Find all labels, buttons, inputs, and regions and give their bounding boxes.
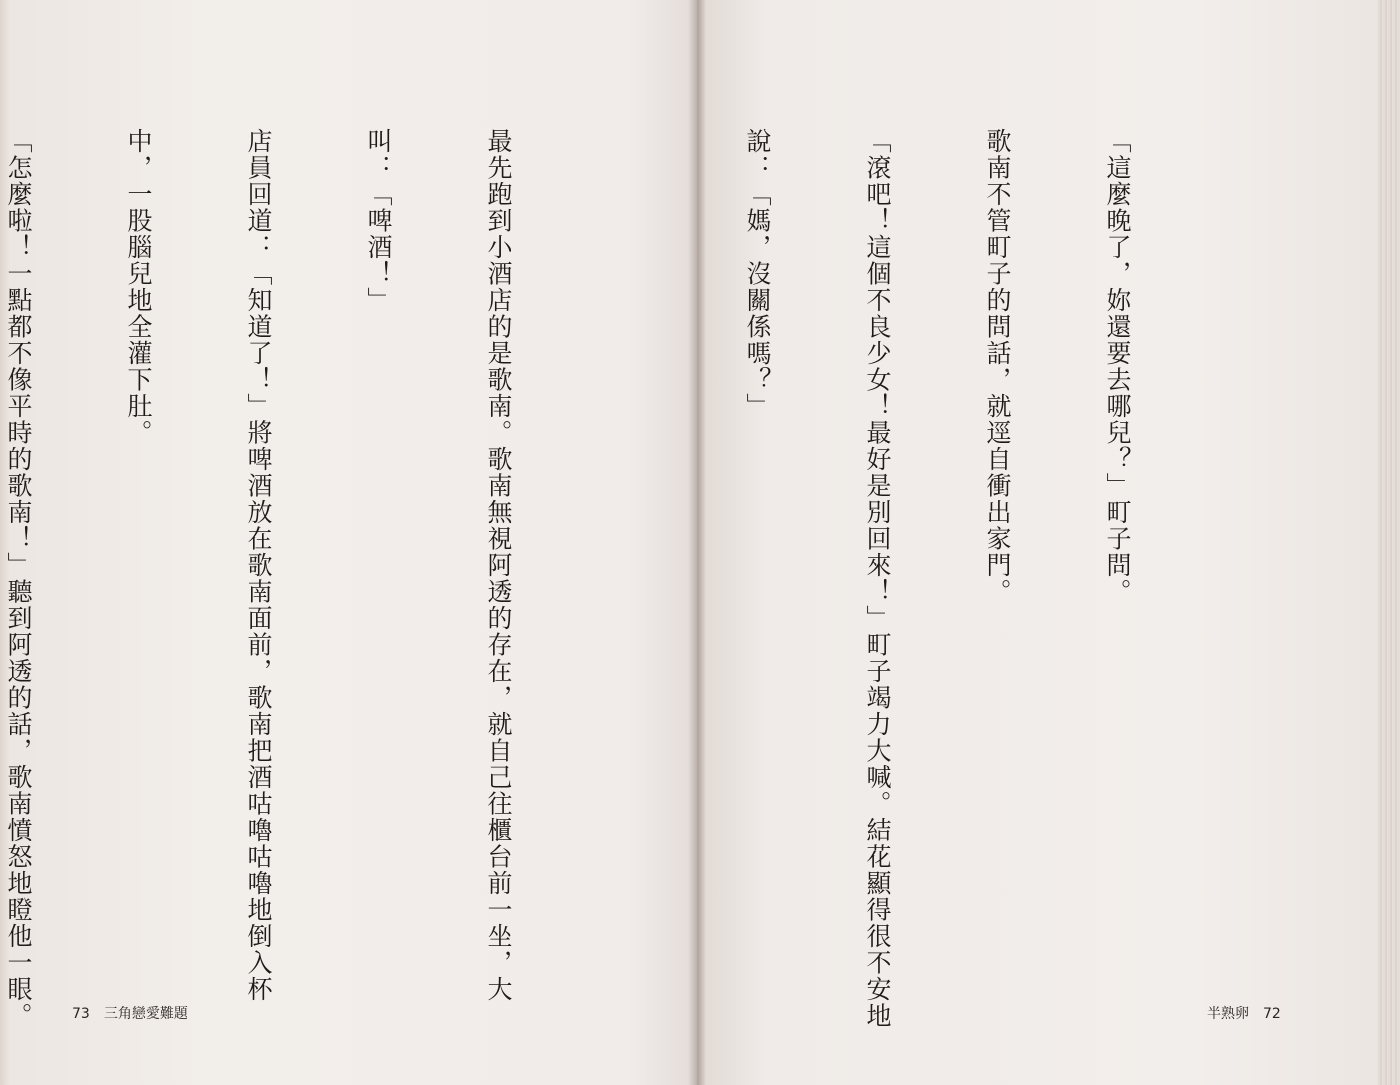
running-title: 三角戀愛難題	[103, 1006, 188, 1022]
text-column: 叫：「啤酒！」	[364, 128, 393, 314]
text-column: 說：「媽，沒關係嗎？」	[743, 128, 772, 420]
text-column: 「滾吧！這個不良少女！最好是別回來！」町子竭力大喊。結花顯得很不安地	[863, 128, 892, 1029]
page-number: 72	[1263, 1006, 1281, 1022]
running-title: 半熟卵	[1207, 1006, 1249, 1022]
page-number: 73	[72, 1006, 90, 1022]
text-column: 歌南不管町子的問話，就逕自衝出家門。	[983, 128, 1012, 605]
page-edge	[1378, 0, 1400, 1085]
text-column: 「這麼晚了，妳還要去哪兒？」町子問。	[1103, 128, 1132, 605]
text-column: 店員回道：「知道了！」將啤酒放在歌南面前，歌南把酒咕嚕咕嚕地倒入杯	[244, 128, 273, 1003]
right-page-footer	[1207, 1003, 1295, 1023]
text-column: 「怎麼啦！一點都不像平時的歌南！」聽到阿透的話，歌南憤怒地瞪他一眼。	[4, 128, 33, 1029]
left-page-footer	[72, 1003, 202, 1023]
right-page-body	[743, 128, 1217, 1029]
book-gutter	[688, 0, 706, 1085]
right-page	[697, 0, 1400, 1085]
text-column: 中，一股腦兒地全灌下肚。	[124, 128, 153, 446]
left-page	[0, 0, 697, 1085]
text-column: 最先跑到小酒店的是歌南。歌南無視阿透的存在，就自己往櫃台前一坐，大	[484, 128, 513, 1003]
